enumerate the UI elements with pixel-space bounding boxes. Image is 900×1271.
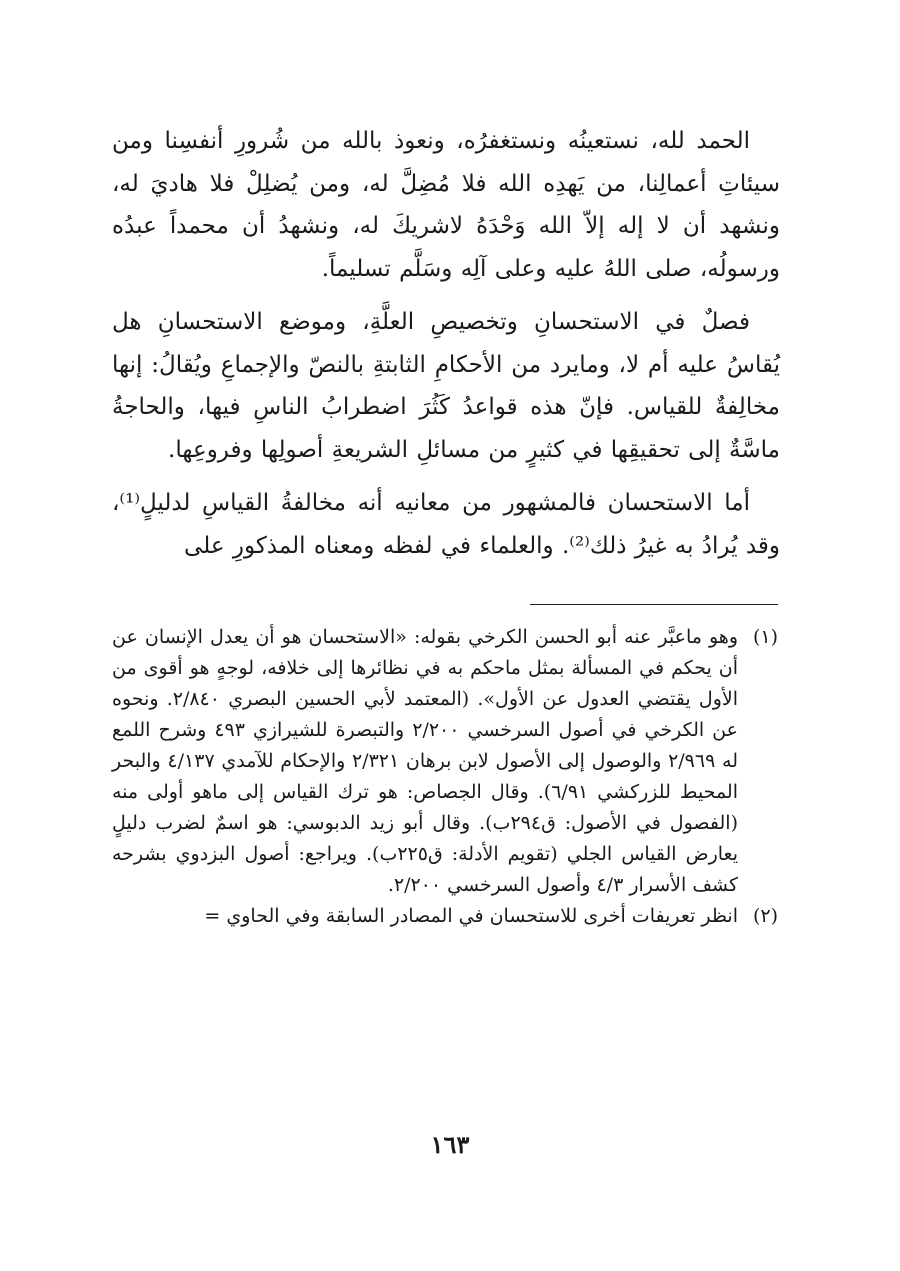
footnotes: [112, 622, 778, 932]
footnote-number: (٢): [752, 905, 778, 927]
page-number: ١٦٣: [430, 1130, 470, 1159]
footnote-text: وهو ماعبَّر عنه أبو الحسن الكرخي بقوله: «الاستحسان هو أن يعدل الإنسان عن أن يحكم في المسألة بمثل ماحكم به في نظائرها إلى خلافه، لوجهٍ هو أقوى من الأول يقتضي العدول عن الأول». (المعتمد لأبي الحسين البصري ٢/٨٤٠. ونحوه عن الكرخي في أصول السرخسي ٢/٢٠٠ والتبصرة للشيرازي ٤٩٣ وشرح اللمع له ٢/٩٦٩ والوصول إلى الأصول لابن برهان ٢/٣٢١ والإحكام للآمدي ٤/١٣٧ والبحر المحيط للزركشي ٦/٩١). وقال الجصاص: هو ترك القياس إلى ماهو أولى منه (الفصول في الأصول: ق٢٩٤ب). وقال أبو زيد الدبوسي: هو اسمٌ لضرب دليلٍ يعارض القياس الجلي (تقويم الأدلة: ق٢٢٥ب). ويراجع: أصول البزدوي بشرحه كشف الأسرار ٤/٣ وأصول السرخسي ٢/٢٠٠.: [112, 626, 738, 896]
section-paragraph: فصلٌ في الاستحسانِ وتخصيصِ العلَّةِ، وموضع الاستحسانِ هل يُقاسُ عليه أم لا، ومايرد من الأحكامِ الثابتةِ بالنصّ والإجماعِ ويُقالُ: إنها مخالِفةٌ للقياس. فإنّ هذه قواعدُ كَثُرَ اضطرابُ الناسِ فيها، والحاجةُ ماسَّةٌ إلى تحقيقِها في كثيرٍ من مسائلِ الشريعةِ أصولِها وفروعِها.: [112, 309, 780, 463]
footnote-text: انظر تعريفات أخرى للاستحسان في المصادر السابقة وفي الحاوي =: [204, 905, 738, 927]
footnote-separator: [530, 604, 778, 605]
footnote-2: [112, 901, 778, 932]
footnote-number: (١): [752, 626, 778, 648]
istihsan-paragraph: أما الاستحسان فالمشهور من معانيه أنه مخالفةُ القياسِ لدليلٍ⁽¹⁾، وقد يُرادُ به غيرُ ذلك⁽²⁾. والعلماء في لفظه ومعناه المذكورِ على: [112, 490, 780, 559]
footnote-1: [112, 622, 778, 901]
intro-paragraph: الحمد لله، نستعينُه ونستغفرُه، ونعوذ بالله من شُرورِ أنفسِنا ومن سيئاتِ أعمالِنا، من يَهدِه الله فلا مُضِلَّ له، ومن يُضلِلْ فلا هاديَ له، ونشهد أن لا إله إلاّ الله وَحْدَهُ لاشريكَ له، ونشهدُ أن محمداً عبدُه ورسولُه، صلى اللهُ عليه وعلى آلِه وسَلَّم تسليماً.: [112, 128, 780, 282]
main-text: [112, 120, 780, 567]
